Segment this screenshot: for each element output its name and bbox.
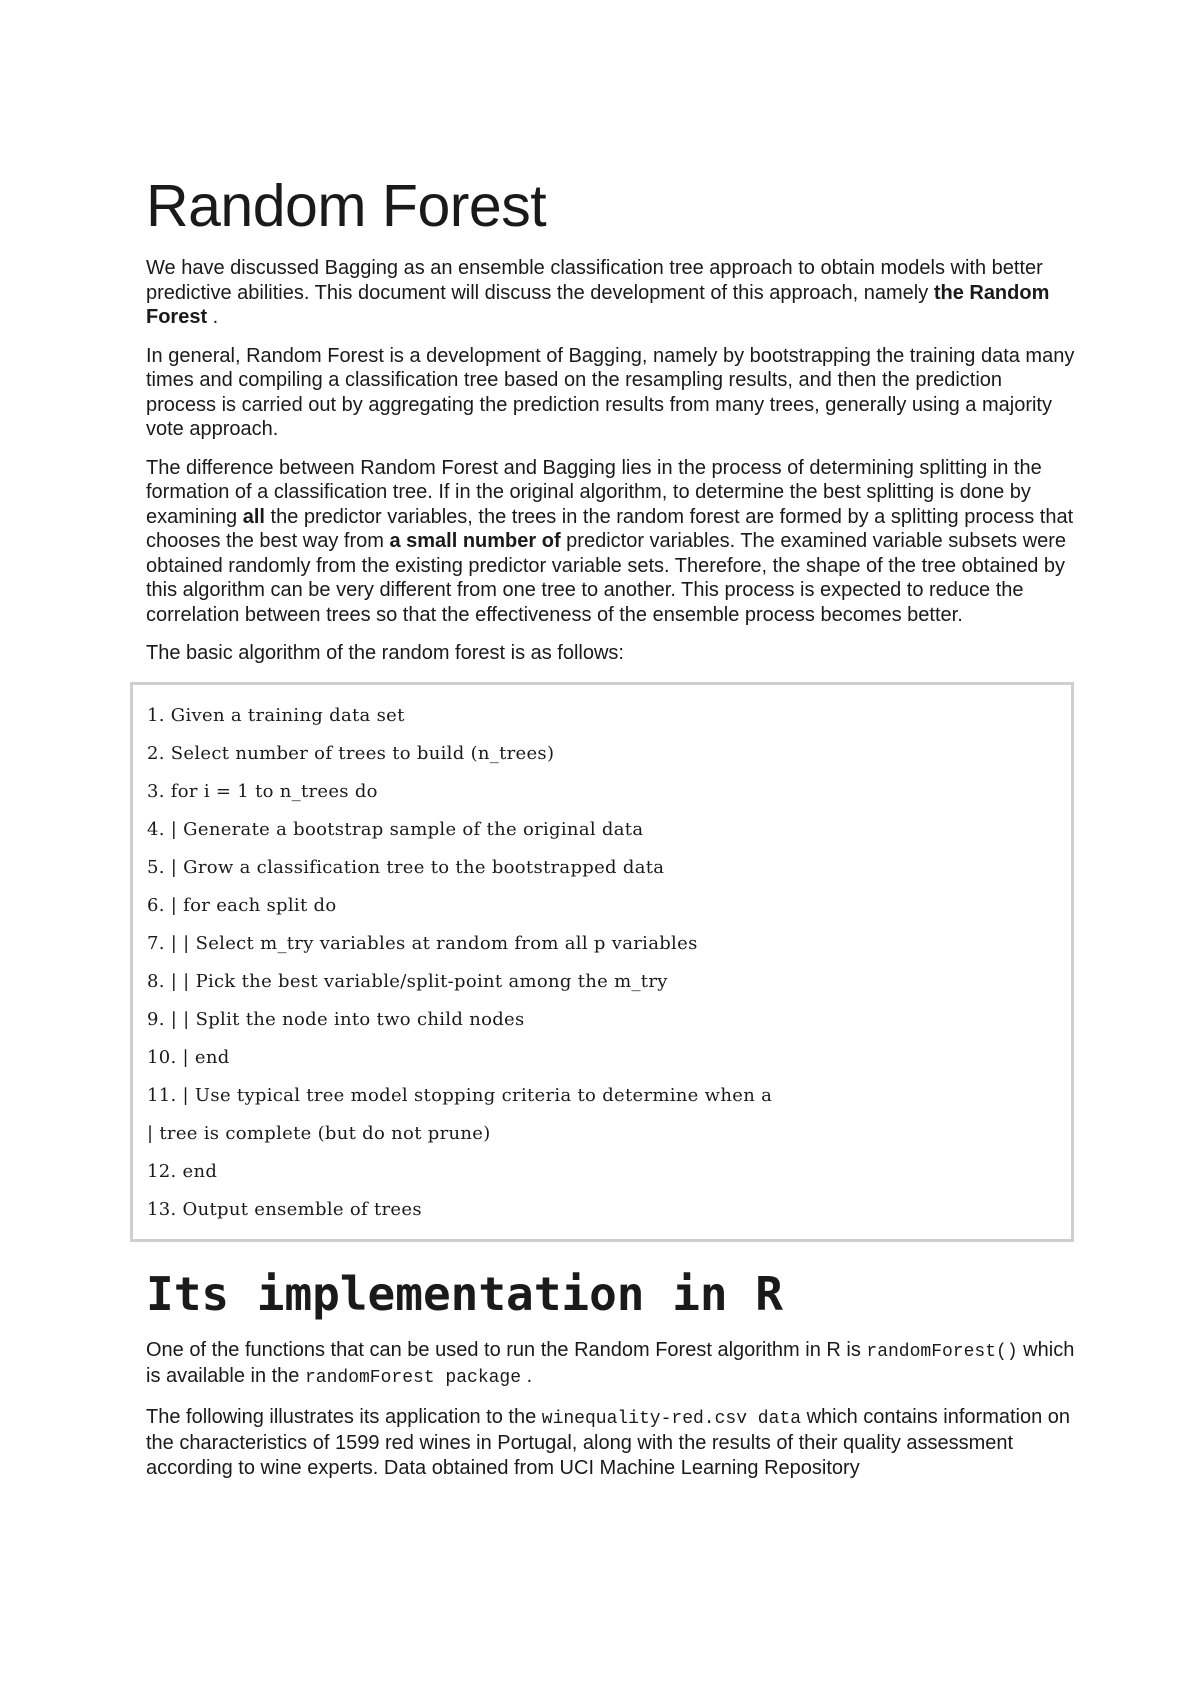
code-line: 5. | Grow a classification tree to the bootstrapped data [147,856,665,878]
intro-paragraph [146,256,1076,330]
basic-algorithm-intro: The basic algorithm of the random forest is as follows: [146,642,624,664]
difference-text-2: the predictor variables, the trees in the random forest are formed by a splitting process that chooses the best way from [146,505,1074,552]
code-line: 8. | | Pick the best variable/split-point among the m_try [147,970,668,992]
code-line: 7. | | Select m_try variables at random from all p variables [147,932,698,954]
intro-text: We have discussed Bagging as an ensemble classification tree approach to obtain models with better predictive abilities. This document will discuss the development of this approach, namely [146,257,1043,304]
function-text-2: which is available in the [146,1338,1075,1387]
code-line: 12. end [147,1160,218,1182]
algorithm-code-block [130,682,1074,1242]
code-line: 6. | for each split do [147,894,337,916]
function-text-3: . [521,1365,533,1387]
general-paragraph: In general, Random Forest is a development of Bagging, namely by bootstrapping the training data many times and compiling a classification tree based on the resampling results, and then the prediction process is carried out by aggregating the prediction results from many trees, generally using a majority vote approach. [146,344,1075,440]
difference-paragraph [146,456,1076,628]
code-line: 13. Output ensemble of trees [147,1198,422,1220]
difference-text-3: predictor variables. The examined variable subsets were obtained randomly from the existing predictor variable sets. Therefore, the shape of the tree obtained by this algorithm can be very different from one tree to another. This process is expected to reduce the correlation between trees so that the effectiveness of the ensemble process becomes better. [146,530,1067,626]
code-line: 1. Given a training data set [147,704,405,726]
code-line: 4. | Generate a bootstrap sample of the original data [147,818,644,840]
difference-bold-1: all [242,505,265,528]
dataset-code: winequality-red.csv data [541,1408,802,1429]
function-text-1: One of the functions that can be used to run the Random Forest algorithm in R is [146,1338,867,1361]
code-line: 11. | Use typical tree model stopping criteria to determine when a [147,1084,773,1106]
following-paragraph [146,1405,1076,1481]
code-line: 3. for i = 1 to n_trees do [147,780,378,802]
code-line: 2. Select number of trees to build (n_trees) [147,742,555,764]
code-line: 10. | end [147,1046,230,1068]
code-line: | tree is complete (but do not prune) [147,1122,491,1144]
intro-text-after: . [207,306,219,328]
code-line: 9. | | Split the node into two child nodes [147,1008,525,1030]
intro-bold: the Random Forest [146,281,1050,328]
document-page [146,170,1076,1494]
difference-bold-2: a small number of [389,530,561,552]
following-text-2: which contains information on the characteristics of 1599 red wines in Portugal, along with the results of their quality assessment according to wine experts. Data obtained from UCI Machine Learning Repository [146,1405,1071,1479]
function-code: randomForest() [866,1341,1018,1362]
page-title: Random Forest [146,173,547,239]
function-paragraph [146,1338,1076,1391]
package-code: randomForest package [304,1368,522,1388]
difference-text-1: The difference between Random Forest and Bagging lies in the process of determining splitting in the formation of a classification tree. If in the original algorithm, to determine the best splitting is done by examining [146,456,1042,528]
section-heading: Its implementation in R [146,1266,783,1321]
following-text-1: The following illustrates its application to the [146,1405,542,1428]
